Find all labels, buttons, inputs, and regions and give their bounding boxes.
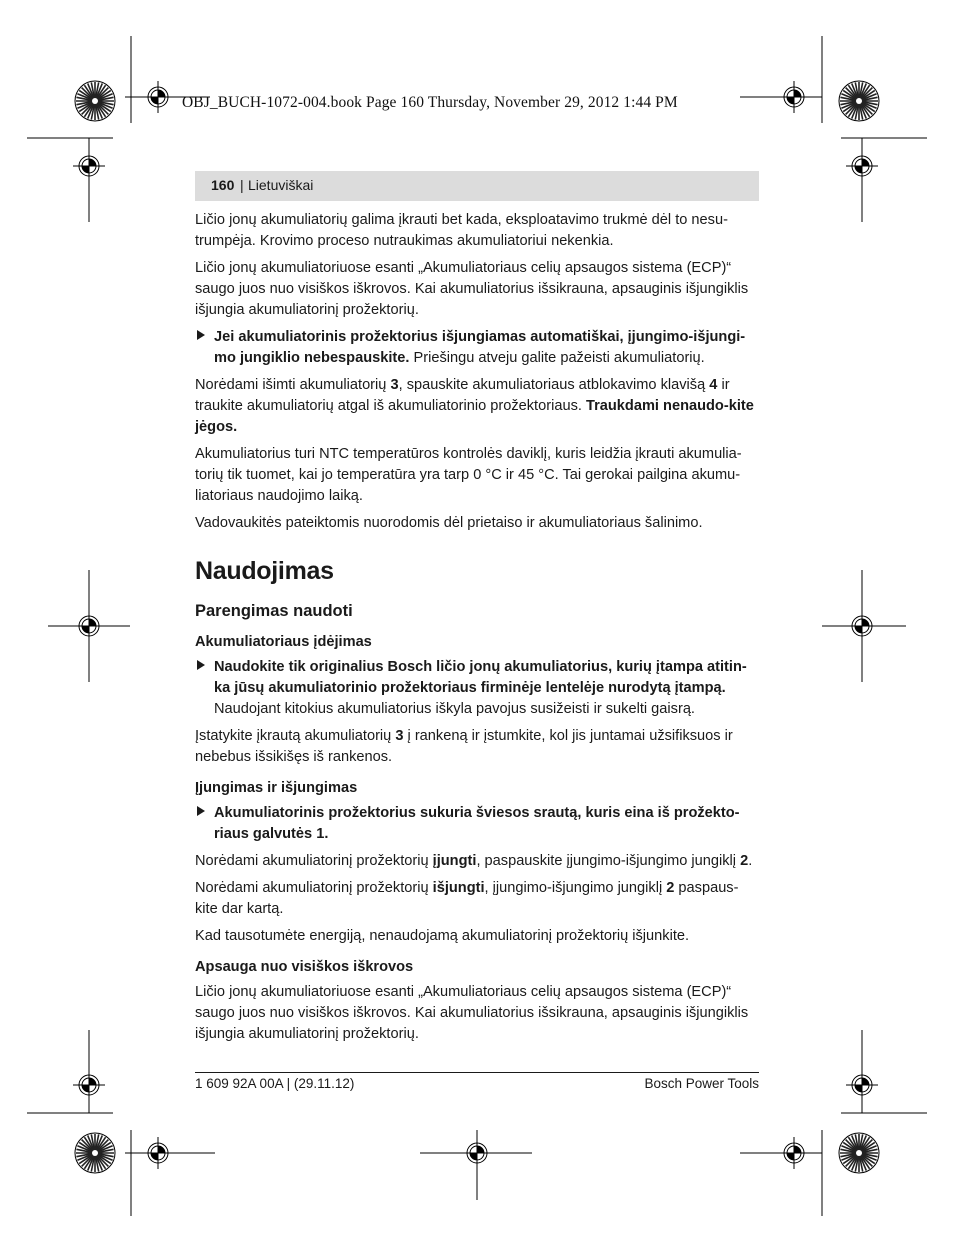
intro-paragraph-charging: Ličio jonų akumuliatorių galima įkrauti bet kada, eksploatavimo trukmė dėl to nesu-trumpėja. Krovimo proceso nutraukimas akumuliatoriui nekenkia. [195, 212, 728, 249]
print-job-info: OBJ_BUCH-1072-004.book Page 160 Thursday, November 29, 2012 1:44 PM [182, 94, 678, 111]
battery-removal-paragraph [195, 375, 761, 438]
deep-discharge-paragraph: Ličio jonų akumuliatoriuose esanti „Akumuliatoriaus celių apsaugos sistema (ECP)“ saugo juos nuo visiškos iškrovos. Kai akumuliatorius išsikrauna, apsauginis išjungiklis išjungia akumuliatorinį prožektorių. [195, 984, 749, 1042]
text-run: Įstatykite įkrautą akumuliatorių [195, 728, 396, 744]
warning-bold-text: Jei akumuliatorinis prožektorius išjungiamas automatiškai, įjungimo-išjungi-mo jungiklio nebespauskite. [214, 329, 746, 366]
warning-bold-text: Akumuliatorinis prožektorius sukuria šviesos srautą, kuris eina iš prožekto-riaus galvutės 1. [214, 805, 740, 842]
footer-brand: Bosch Power Tools [644, 1076, 759, 1091]
page-body [195, 210, 761, 1051]
insert-battery-paragraph [195, 726, 761, 768]
warning-bullet-auto-off [195, 327, 761, 369]
ref-number: 3 [390, 377, 399, 393]
text-run: paspaus-kite dar kartą. [195, 880, 739, 917]
page-header [195, 171, 759, 201]
text-run: Norėdami akumuliatorinį prožektorių [195, 880, 433, 896]
bullet-arrow-icon [197, 330, 205, 340]
bold-warning: Traukdami nenaudo-kite jėgos. [195, 398, 754, 435]
page-number: 160 [211, 177, 235, 193]
header-language: Lietuviškai [248, 177, 314, 193]
bullet-arrow-icon [197, 806, 205, 816]
section-title: Naudojimas [195, 557, 334, 585]
bold-term: išjungti [432, 880, 485, 896]
footer-document-code: 1 609 92A 00A | (29.11.12) [195, 1076, 355, 1091]
subsection-title: Parengimas naudoti [195, 602, 353, 620]
text-run: , paspauskite įjungimo-išjungimo jungiklį [476, 853, 741, 869]
text-run: , įjungimo-išjungimo jungiklį [484, 880, 667, 896]
footer-divider [195, 1072, 759, 1073]
switching-heading: Įjungimas ir išjungimas [195, 780, 358, 796]
warning-bullet-original-battery [195, 657, 761, 720]
deep-discharge-heading: Apsauga nuo visiškos iškrovos [195, 959, 414, 975]
bullet-arrow-icon [197, 660, 205, 670]
ref-number: 3 [395, 728, 404, 744]
text-run: Norėdami išimti akumuliatorių [195, 377, 391, 393]
warning-bold-text: Naudokite tik originalius Bosch ličio jonų akumuliatorius, kurių įtampa atitin-ka jūsų akumuliatorinio prožektoriaus firminėje lentelėje nurodytą įtampą. [214, 659, 747, 696]
insert-battery-heading: Akumuliatoriaus įdėjimas [195, 634, 372, 650]
text-run: . [748, 853, 753, 869]
text-run: , spauskite akumuliatoriaus atblokavimo klavišą [398, 377, 710, 393]
intro-paragraph-ecp: Ličio jonų akumuliatoriuose esanti „Akumuliatoriaus celių apsaugos sistema (ECP)“ saugo juos nuo visiškos iškrovos. Kai akumuliatorius išsikrauna, apsauginis išjungiklis išjungia akumuliatorinį prožektorių. [195, 260, 749, 318]
disposal-paragraph: Vadovaukitės pateiktomis nuorodomis dėl prietaiso ir akumuliatoriaus šalinimo. [195, 515, 703, 531]
ref-number: 2 [666, 880, 675, 896]
warning-text: Naudojant kitokius akumuliatorius iškyla pavojus susižeisti ir sukelti gaisrą. [214, 701, 695, 717]
ref-number: 2 [740, 853, 749, 869]
ntc-paragraph: Akumuliatorius turi NTC temperatūros kontrolės daviklį, kuris leidžia įkrauti akumulia-torių tik tuomet, kai jo temperatūra yra tarp 0 °C ir 45 °C. Tai gerokai pailgina akumu-liatoriaus naudojimo laiką. [195, 446, 742, 504]
energy-saving-paragraph: Kad tausotumėte energiją, nenaudojamą akumuliatorinį prožektorių išjunkite. [195, 928, 690, 944]
switch-on-paragraph [195, 851, 761, 872]
text-run: į rankeną ir įstumkite, kol jis juntamai užsifiksuos ir nebebus išsikišęs iš rankenos. [195, 728, 733, 765]
warning-text: Priešingu atveju galite pažeisti akumuliatorių. [409, 350, 705, 366]
warning-bullet-light-beam [195, 803, 761, 845]
header-separator: | [240, 177, 244, 193]
bold-term: įjungti [432, 853, 477, 869]
switch-off-paragraph [195, 878, 761, 920]
text-run: ir traukite akumuliatorių atgal iš akumuliatorinio prožektoriaus. [195, 377, 730, 414]
text-run: Norėdami akumuliatorinį prožektorių [195, 853, 433, 869]
ref-number: 4 [709, 377, 718, 393]
